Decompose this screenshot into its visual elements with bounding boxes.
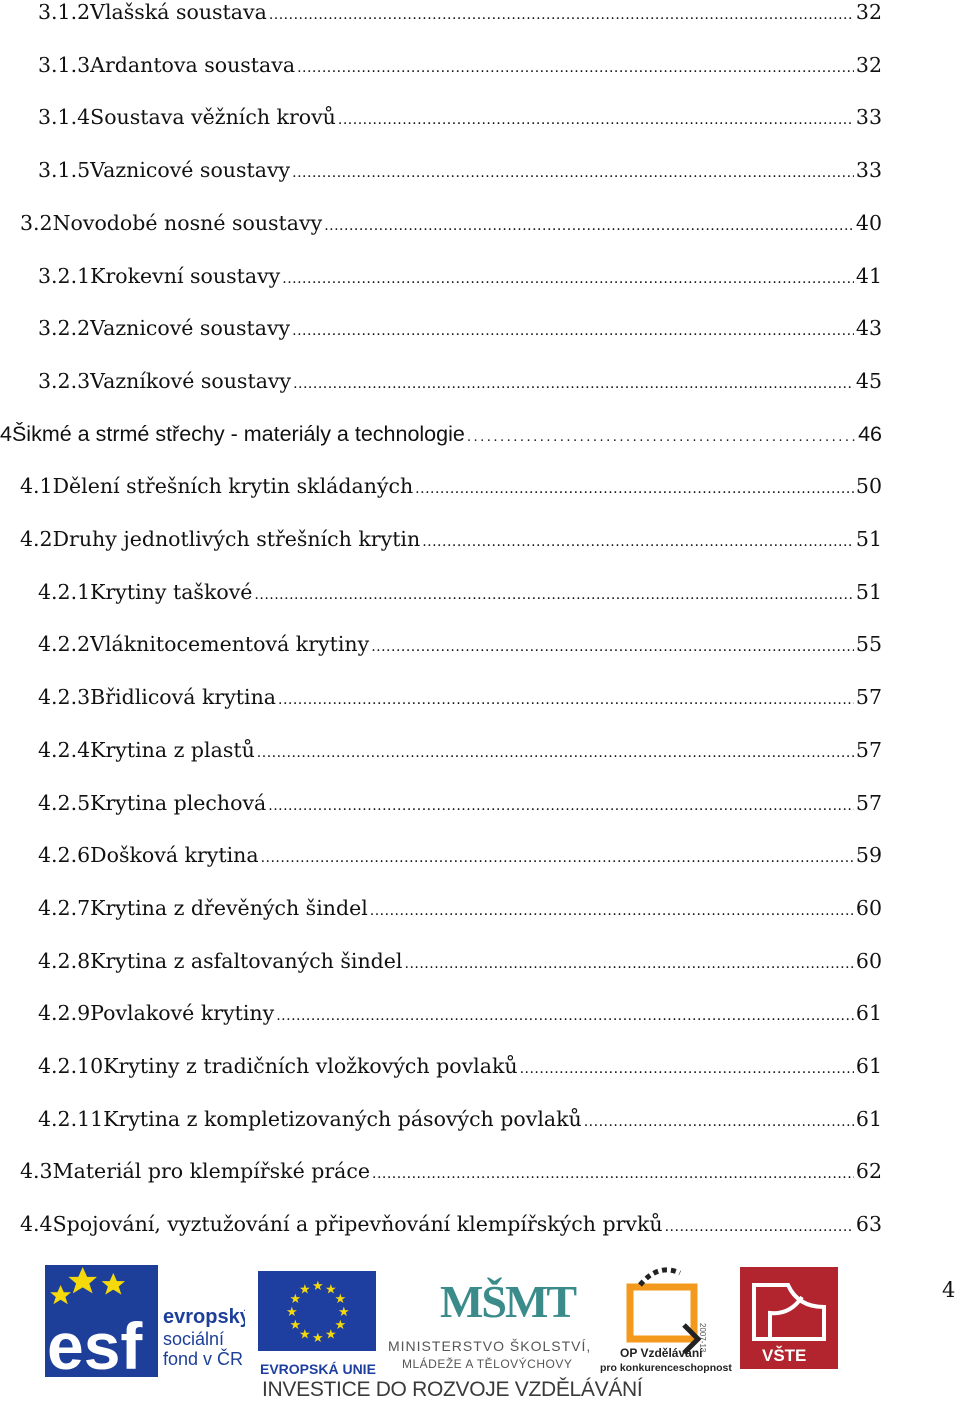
toc-entry-title: Krytiny z tradičních vložkových povlaků (103, 1054, 518, 1078)
toc-entry-title: Krytiny taškové (90, 579, 253, 604)
toc-entry[interactable] (20, 1151, 882, 1191)
toc-dot-leader (268, 783, 854, 826)
esf-line3: fond v ČR (163, 1349, 244, 1369)
toc-dot-leader (254, 572, 853, 615)
toc-entry-page: 61 (855, 1001, 882, 1026)
toc-entry-title: Krytina z kompletizovaných pásových povlaků (103, 1106, 582, 1131)
toc-entry-number: 4.1 (20, 474, 53, 499)
toc-dot-leader (261, 835, 854, 878)
eu-caption: EVROPSKÁ UNIE (260, 1361, 376, 1377)
toc-entry-page: 57 (855, 685, 882, 710)
toc-entry-number: 3.2 (20, 210, 53, 235)
msmt-line2: MLÁDEŽE A TĚLOVÝCHOVY (402, 1357, 573, 1371)
toc-entry[interactable] (38, 993, 882, 1033)
op-line2: pro konkurenceschopnost (600, 1362, 732, 1374)
toc-entry-page: 46 (858, 421, 882, 446)
toc-entry[interactable] (38, 150, 882, 190)
toc-entry-page: 59 (855, 843, 882, 868)
toc-dot-leader (324, 203, 854, 246)
toc-entry-number: 4.2.6 (38, 843, 91, 868)
footer-logos (0, 1255, 960, 1401)
eu-star-icon: ★ (325, 1327, 337, 1343)
toc-entry[interactable] (38, 941, 882, 981)
toc-entry[interactable] (38, 624, 882, 664)
toc-entry-page: 51 (855, 527, 882, 551)
toc-entry[interactable] (20, 1204, 882, 1244)
toc-entry-number: 4.2.5 (38, 790, 91, 815)
toc-entry-title: Dělení střešních krytin skládaných (52, 474, 414, 499)
toc-entry[interactable] (38, 97, 882, 137)
toc-entry-number: 3.1.4 (38, 105, 91, 130)
toc-entry[interactable] (38, 1099, 882, 1139)
toc-entry-title: Vaznicové soustavy (90, 158, 291, 183)
toc-dot-leader (293, 361, 854, 404)
toc-entry[interactable] (0, 414, 882, 454)
toc-entry-page: 50 (855, 474, 882, 499)
vste-caption: VŠTE (762, 1346, 807, 1365)
eu-star-icon: ★ (289, 1318, 302, 1333)
toc-entry[interactable] (20, 466, 882, 506)
toc-entry-title: Šikmé a strmé střechy - materiály a technologie (11, 421, 465, 446)
toc-entry-title: Krytina z plastů (90, 737, 255, 762)
toc-entry-page: 41 (855, 263, 882, 288)
toc-entry-number: 4.2.2 (38, 632, 91, 657)
eu-star-icon: ★ (299, 1327, 311, 1343)
toc-entry-number: 4.2.4 (38, 737, 91, 762)
toc-entry-page: 60 (855, 895, 882, 920)
investice-banner: INVESTICE DO ROZVOJE VZDĚLÁVÁNÍ (262, 1378, 643, 1401)
toc-entry[interactable] (38, 572, 882, 612)
toc-entry-title: Spojování, vyztužování a připevňování klempířských prvků (52, 1212, 663, 1237)
msmt-line1: MINISTERSTVO ŠKOLSTVÍ, (388, 1338, 592, 1354)
toc-entry-page: 60 (855, 948, 882, 973)
toc-entry-title: Ardantova soustava (90, 52, 296, 77)
eu-star-icon: ★ (289, 1292, 302, 1307)
toc-dot-leader (584, 1099, 854, 1142)
toc-dot-leader (665, 1204, 854, 1247)
toc-entry[interactable] (38, 835, 882, 875)
toc-dot-leader (370, 888, 854, 931)
toc-entry-title: Krytina z dřevěných šindel (90, 895, 368, 920)
esf-logo (45, 1265, 245, 1377)
toc-entry-title: Materiál pro klempířské práce (52, 1159, 370, 1184)
esf-big-text: esf (47, 1309, 143, 1377)
toc-entry-number: 4.2.11 (38, 1106, 104, 1131)
toc-dot-leader (257, 730, 854, 773)
toc-entry[interactable] (38, 308, 882, 348)
vste-emblem-icon (740, 1267, 838, 1369)
toc-entry[interactable] (20, 519, 882, 559)
eu-star-icon: ★ (312, 1331, 324, 1346)
toc-entry-number: 4.2.10 (38, 1054, 104, 1078)
toc-entry[interactable] (38, 888, 882, 928)
op-vzdelavani-logo (600, 1265, 735, 1377)
toc-entry-title: Krytina z asfaltovaných šindel (90, 948, 403, 973)
toc-entry-page: 32 (855, 0, 882, 24)
toc-dot-leader (372, 1151, 854, 1194)
toc-entry-page: 51 (855, 579, 882, 604)
toc-entry-title: Novodobé nosné soustavy (52, 210, 323, 235)
eu-star-icon: ★ (338, 1305, 350, 1320)
toc-entry-page: 32 (855, 52, 882, 77)
toc-entry-page: 43 (855, 316, 882, 341)
toc-entry-page: 57 (855, 790, 882, 815)
toc-entry-title: Soustava věžních krovů (90, 105, 336, 130)
op-emblem-icon (600, 1265, 735, 1377)
eu-logo (258, 1271, 380, 1379)
op-line1: OP Vzdělávání (620, 1346, 703, 1360)
eu-star-icon: ★ (312, 1279, 324, 1294)
toc-entry[interactable] (38, 677, 882, 717)
toc-entry-page: 33 (855, 158, 882, 183)
toc-entry-title: Vlašská soustava (90, 0, 267, 24)
toc-entry-page: 45 (855, 368, 882, 393)
toc-dot-leader (292, 150, 854, 193)
toc-entry-number: 4.2.3 (38, 685, 91, 710)
toc-entry-number: 3.1.3 (38, 52, 91, 77)
esf-line1: evropský (163, 1306, 245, 1328)
toc-entry[interactable] (38, 45, 882, 85)
toc-entry[interactable] (38, 256, 882, 296)
toc-entry-page: 55 (855, 632, 882, 657)
toc-entry[interactable] (20, 203, 882, 243)
toc-entry-title: Břidlicová krytina (90, 685, 276, 710)
eu-star-icon: ★ (299, 1282, 311, 1298)
toc-entry-title: Krokevní soustavy (90, 263, 281, 288)
toc-entry[interactable] (38, 783, 882, 823)
toc-entry-page: 63 (855, 1212, 882, 1237)
toc-entry-number: 4.2 (20, 527, 53, 551)
eu-star-icon: ★ (334, 1292, 347, 1307)
toc-entry-number: 3.2.3 (38, 368, 91, 393)
toc-entry-title: Vláknitocementová krytiny (90, 632, 370, 657)
toc-dot-leader (278, 677, 854, 720)
toc-dot-leader (415, 466, 854, 509)
toc-entry[interactable] (38, 730, 882, 770)
toc-entry-title: Povlakové krytiny (90, 1001, 275, 1026)
toc-entry-page: 61 (855, 1054, 882, 1078)
toc-entry-number: 4.2.9 (38, 1001, 91, 1026)
toc-dot-leader (282, 256, 854, 299)
toc-entry-title: Vazníkové soustavy (90, 368, 292, 393)
toc-entry-title: Došková krytina (90, 843, 259, 868)
msmt-emblem-icon (388, 1265, 598, 1377)
toc-entry-page: 33 (855, 105, 882, 130)
page-number: 4 (942, 1278, 956, 1302)
toc-entry-number: 3.1.2 (38, 0, 91, 24)
toc-entry-number: 3.2.1 (38, 263, 91, 288)
toc-dot-leader (520, 1046, 854, 1089)
toc-entry-title: Krytina plechová (90, 790, 267, 815)
esf-emblem-icon (45, 1265, 245, 1377)
toc-dot-leader (422, 519, 854, 562)
toc-entry-title: Vaznicové soustavy (90, 316, 291, 341)
eu-star-icon: ★ (334, 1318, 347, 1333)
vste-logo (740, 1267, 838, 1369)
toc-entry[interactable] (38, 0, 882, 32)
toc-dot-leader (292, 308, 854, 351)
toc-entry-number: 4 (0, 421, 12, 446)
toc-dot-leader (269, 0, 854, 35)
toc-entry-number: 3.2.2 (38, 316, 91, 341)
toc-entry-title: Druhy jednotlivých střešních krytin (52, 527, 421, 551)
toc-dot-leader (405, 941, 854, 984)
toc-dot-leader (297, 45, 854, 88)
toc-entry[interactable] (38, 361, 882, 401)
esf-line2: sociální (163, 1329, 225, 1349)
toc-entry-number: 4.2.8 (38, 948, 91, 973)
toc-entry-page: 62 (855, 1159, 882, 1184)
toc-entry-number: 3.1.5 (38, 158, 91, 183)
eu-flag-icon (258, 1271, 380, 1379)
toc-entry-page: 40 (855, 210, 882, 235)
msmt-mark: MŠMT (440, 1276, 576, 1327)
toc-dot-leader (371, 624, 854, 667)
toc-entry-number: 4.2.7 (38, 895, 91, 920)
toc-entry-number: 4.2.1 (38, 579, 91, 604)
toc-entry-page: 61 (855, 1106, 882, 1131)
eu-star-icon: ★ (325, 1282, 337, 1298)
op-years: 2007-13 (698, 1323, 707, 1353)
msmt-logo (388, 1265, 598, 1377)
toc-entry[interactable] (38, 1046, 882, 1086)
toc-entry-page: 57 (855, 737, 882, 762)
toc-dot-leader (276, 993, 854, 1036)
toc-entry-number: 4.4 (20, 1212, 53, 1237)
toc-entry-number: 4.3 (20, 1159, 53, 1184)
toc-dot-leader (338, 97, 854, 140)
toc-dot-leader (467, 414, 856, 458)
eu-star-icon: ★ (286, 1305, 298, 1320)
